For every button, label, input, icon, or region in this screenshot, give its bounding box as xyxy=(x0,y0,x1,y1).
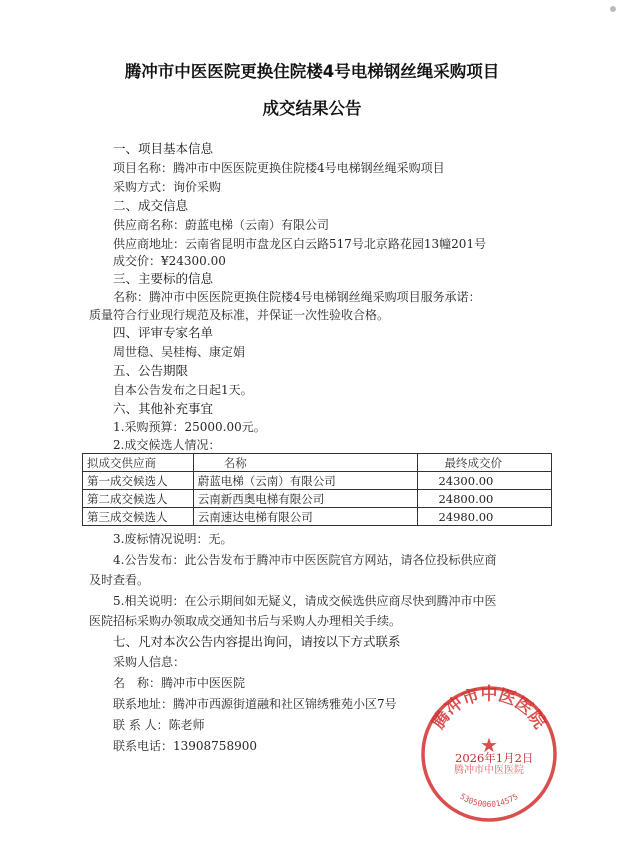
buyer-label: 采购人信息： xyxy=(113,655,186,669)
deal-price: 成交价：¥24300.00 xyxy=(113,254,226,268)
table-row xyxy=(83,472,552,490)
project-name: 项目名称：腾冲市中医医院更换住院楼4号电梯钢丝绳采购项目 xyxy=(113,161,445,175)
procurement-method: 采购方式：询价采购 xyxy=(113,180,222,194)
section4-heading: 四、评审专家名单 xyxy=(113,325,214,340)
scan-mark xyxy=(610,6,616,12)
table-header: 拟成交供应商 xyxy=(83,454,194,472)
table-cell: 云南新西奥电梯有限公司 xyxy=(193,490,418,508)
table-cell: 云南速达电梯有限公司 xyxy=(193,508,418,526)
related-line1: 5.相关说明：在公示期间如无疑义，请成交候选供应商尽快到腾冲市中医 xyxy=(113,594,497,608)
section7-heading: 七、凡对本次公告内容提出询问，请按以下方式联系 xyxy=(113,634,401,649)
document-subtitle: 成交结果公告 xyxy=(262,99,362,118)
section1-heading: 一、项目基本信息 xyxy=(113,141,214,156)
related-line2: 医院招标采购办领取成交通知书后与采购人办理相关手续。 xyxy=(89,614,402,628)
announcement-period: 自本公告发布之日起1天。 xyxy=(113,383,253,397)
table-cell: 第三成交候选人 xyxy=(83,508,194,526)
seal-star-icon: ★ xyxy=(480,733,498,757)
table-header: 名称 xyxy=(193,454,418,472)
section2-heading: 二、成交信息 xyxy=(113,198,189,213)
publish-line2: 及时查看。 xyxy=(89,573,150,587)
seal-arc-text: 腾冲市中医医院 xyxy=(428,684,550,733)
table-header: 最终成交价 xyxy=(418,454,552,472)
buyer-name: 名 称：腾冲市中医医院 xyxy=(113,676,246,690)
table-cell: 24980.00 xyxy=(418,508,552,526)
candidate-table xyxy=(82,453,552,526)
budget: 1.采购预算：25000.00元。 xyxy=(113,420,266,434)
document-title: 腾冲市中医医院更换住院楼4号电梯钢丝绳采购项目 xyxy=(124,62,500,81)
buyer-phone: 联系电话：13908758900 xyxy=(113,739,257,753)
seal-center-text: 腾冲市中医医院 xyxy=(454,765,524,776)
table-cell: 第二成交候选人 xyxy=(83,490,194,508)
section3-heading: 三、主要标的信息 xyxy=(113,271,214,286)
buyer-contact: 联 系 人：陈老师 xyxy=(113,718,205,732)
publish-line1: 4.公告发布：此公告发布于腾冲市中医医院官方网站，请各位投标供应商 xyxy=(113,553,497,567)
expert-list: 周世稳、吴桂梅、康定娟 xyxy=(113,345,246,359)
section6-heading: 六、其他补充事宜 xyxy=(113,401,214,416)
candidates-label: 2.成交候选人情况： xyxy=(113,438,221,452)
supplier-name: 供应商名称：蔚蓝电梯（云南）有限公司 xyxy=(113,218,330,232)
table-header-row xyxy=(83,454,552,472)
table-row xyxy=(83,490,552,508)
table-cell: 蔚蓝电梯（云南）有限公司 xyxy=(193,472,418,490)
seal-date: 2026年1月2日 xyxy=(455,751,534,765)
section5-heading: 五、公告期限 xyxy=(113,363,189,378)
subject-line2: 质量符合行业现行规范及标准，并保证一次性验收合格。 xyxy=(89,308,390,322)
subject-line1: 名称：腾冲市中医医院更换住院楼4号电梯钢丝绳采购项目服务承诺： xyxy=(113,290,481,304)
table-cell: 24800.00 xyxy=(418,490,552,508)
waste-note: 3.废标情况说明：无。 xyxy=(113,532,233,546)
buyer-address: 联系地址：腾冲市西源街道融和社区锦绣雅苑小区7号 xyxy=(113,697,397,711)
supplier-address: 供应商地址：云南省昆明市盘龙区白云路517号北京路花园13幢201号 xyxy=(113,237,487,251)
table-cell: 24300.00 xyxy=(418,472,552,490)
table-row xyxy=(83,508,552,526)
table-cell: 第一成交候选人 xyxy=(83,472,194,490)
seal-code: 5305006014575 xyxy=(458,791,520,810)
